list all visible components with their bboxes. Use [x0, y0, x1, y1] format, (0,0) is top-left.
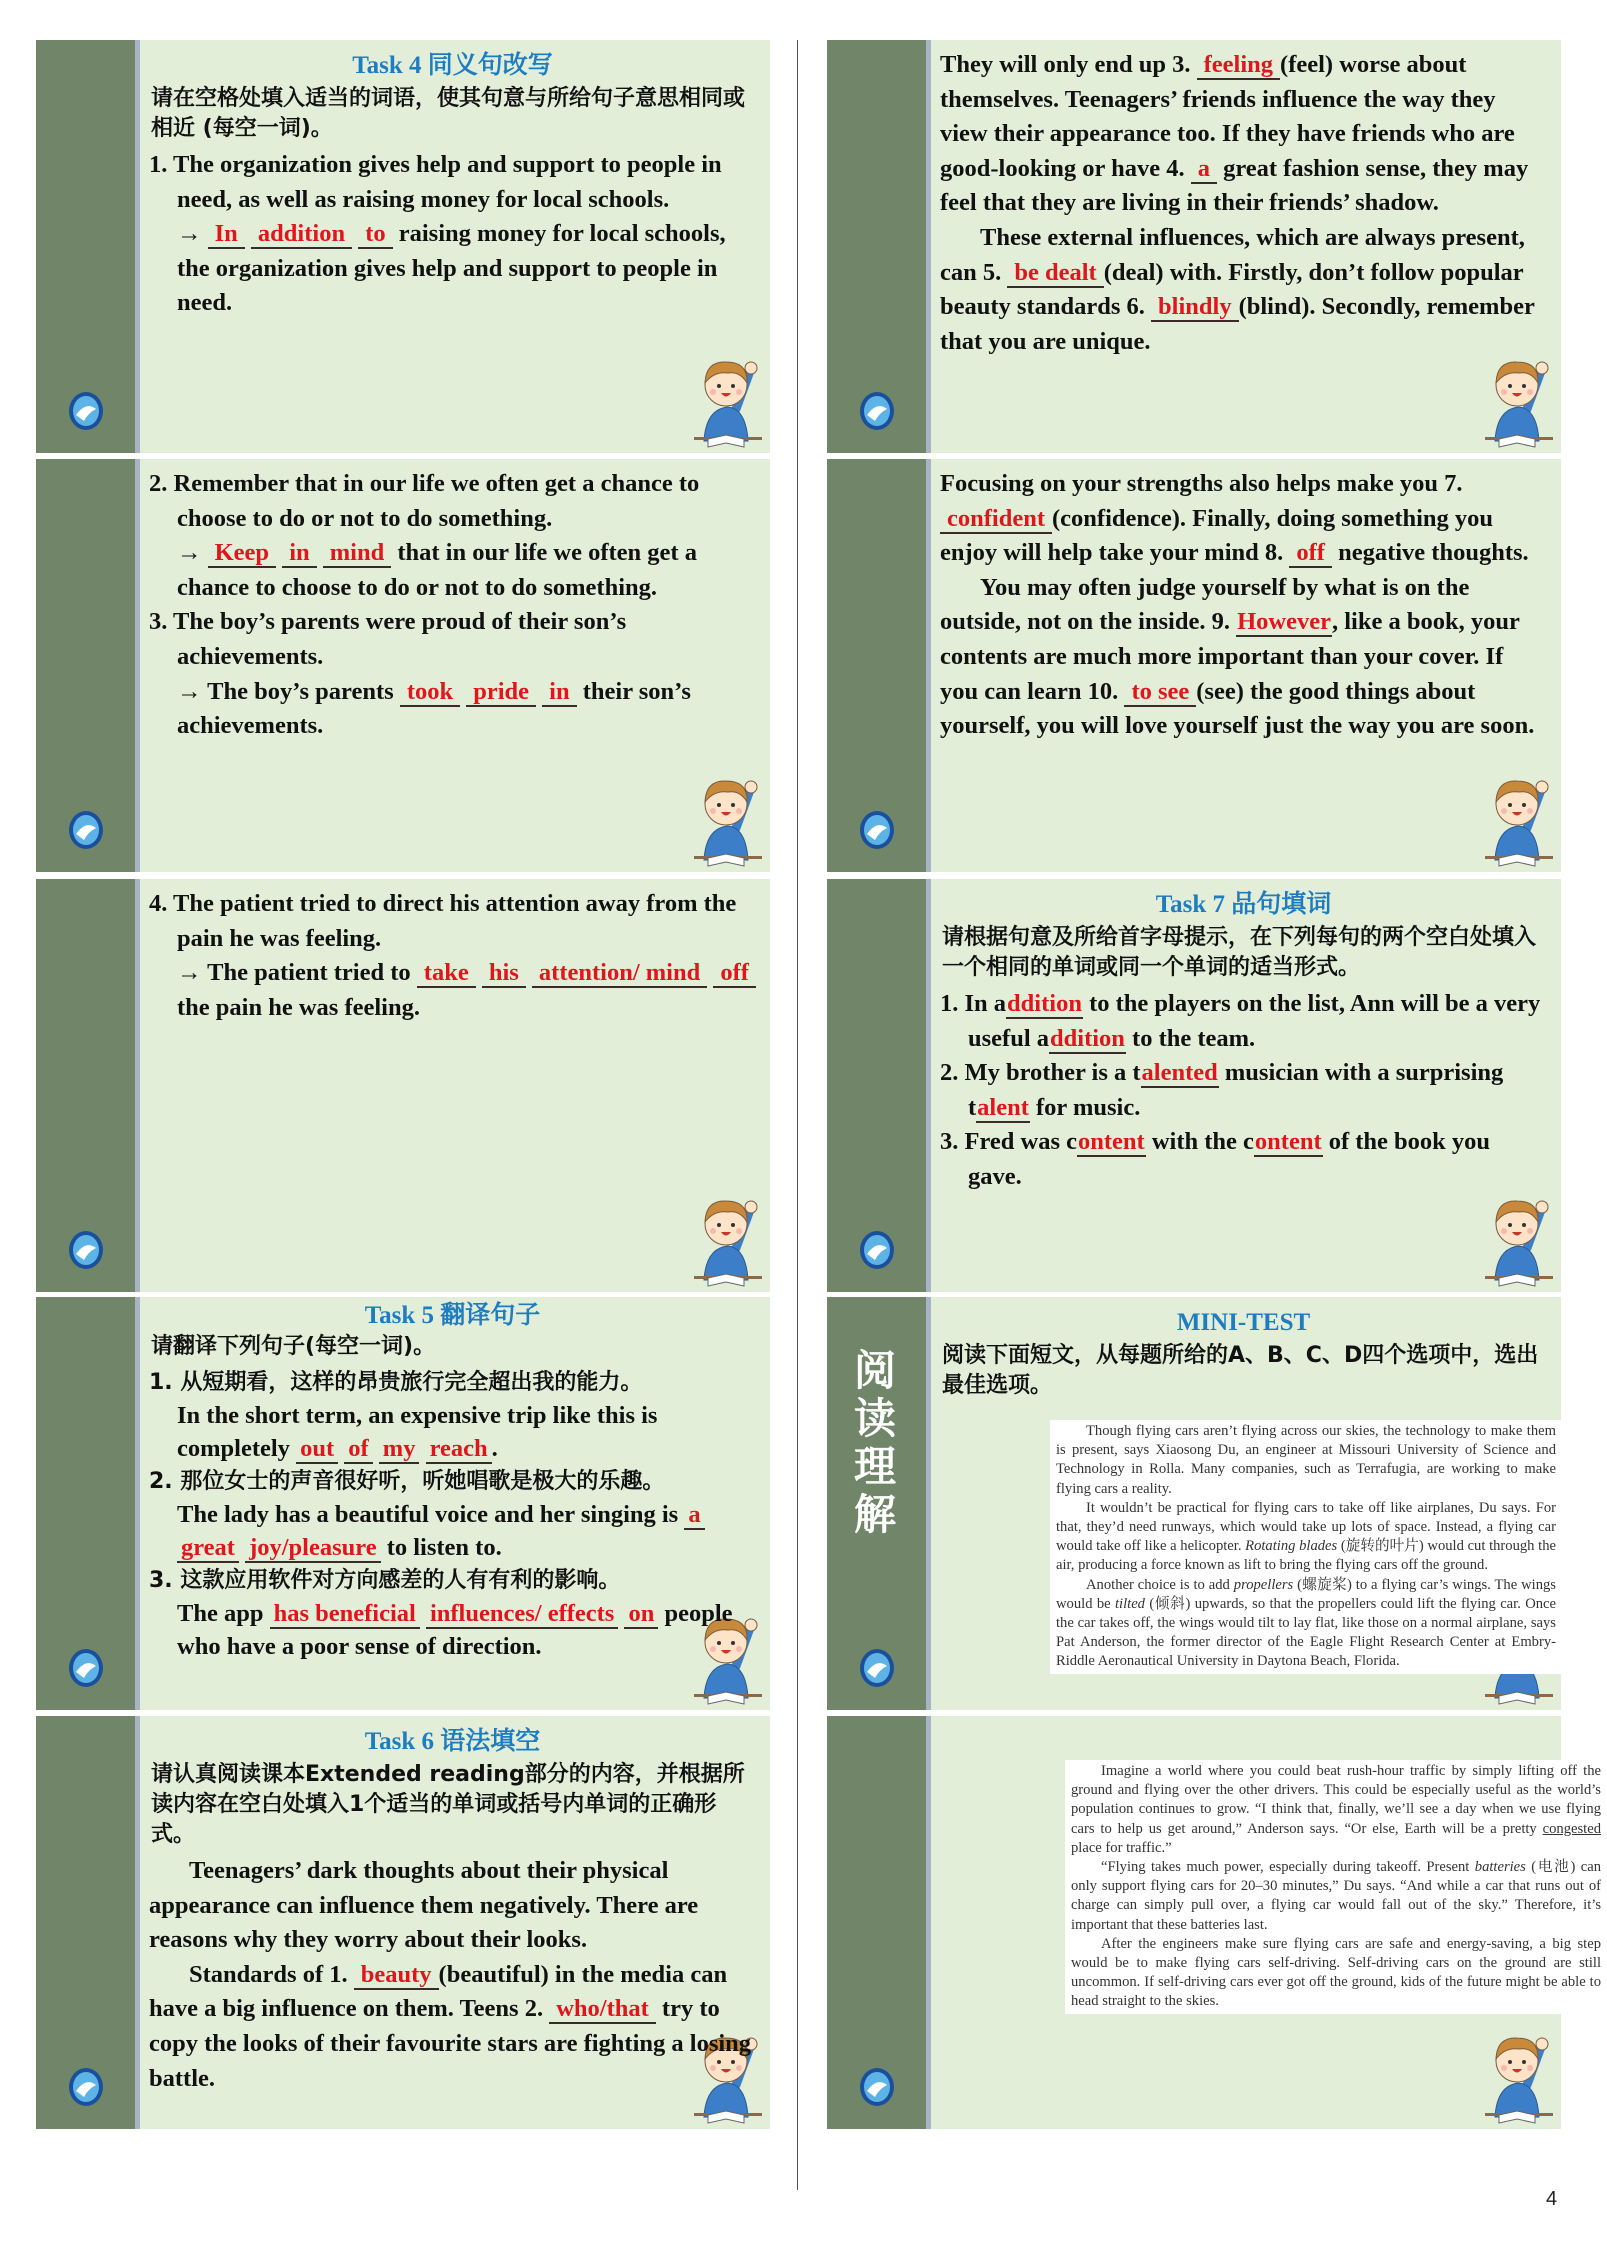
text-segment: 阅读下面短文，从每题所给的A、B、C、D四个选项中，选出最佳选项。 — [942, 1343, 1539, 1398]
italic-term: batteries — [1474, 1859, 1526, 1876]
answer-blank: feeling — [1197, 51, 1280, 80]
answer-blank: off — [1289, 539, 1332, 568]
answer-blank: a — [1191, 155, 1217, 184]
panel-content — [149, 48, 756, 453]
paragraph — [149, 1958, 756, 2096]
answer-blank: reach — [426, 1435, 492, 1464]
italic-term: tilted — [1114, 1595, 1145, 1612]
text-segment: Task 6 语法填空 — [364, 1728, 541, 1755]
task-instruction — [149, 1332, 756, 1362]
task-title — [149, 1724, 756, 1760]
answer-blank: to — [358, 220, 392, 249]
panel-task6-part2 — [827, 40, 1561, 453]
paragraph — [149, 1854, 756, 1958]
text-segment: (feel) worse about themselves. Teenagers’ friends influence the way they view their appearance too. If they have friends who are good-looking or have 4. — [940, 51, 1515, 182]
text-segment — [419, 1435, 425, 1462]
text-segment: 1. 从短期看，这样的昂贵旅行完全超出我的能力。 — [149, 1370, 643, 1395]
column-divider — [797, 40, 798, 2190]
text-segment: 4. The patient tried to direct his attention away from the pain he was feeling. — [149, 890, 737, 952]
answer-blank: take — [417, 959, 476, 988]
text-segment: place for traffic.” — [1071, 1839, 1172, 1856]
text-segment: of the book you gave. — [968, 1128, 1491, 1190]
sidebar-stripe — [926, 879, 931, 1292]
task-title — [149, 48, 756, 84]
panel-task4-part2 — [36, 459, 770, 872]
question-item — [149, 1564, 756, 1597]
panel-task4-part1 — [36, 40, 770, 453]
text-segment: “Flying takes much power, especially during takeoff. Present — [1101, 1859, 1475, 1876]
answer-blank: off — [713, 959, 756, 988]
answer-blank: However — [1237, 608, 1331, 636]
text-segment: with the c — [1145, 1128, 1254, 1156]
section-label-reading: 阅读理解 — [853, 1346, 896, 1539]
task-title — [940, 1305, 1547, 1341]
answer-line — [149, 1399, 756, 1465]
answer-blank: attention/ mind — [532, 959, 707, 988]
panel-content — [149, 887, 756, 1292]
text-segment — [373, 1435, 379, 1462]
text-segment: You may often judge yourself by what is on the outside, not on the inside. 9. — [940, 573, 1470, 636]
answer-line — [149, 536, 756, 605]
text-segment: the pain he was feeling. — [177, 993, 420, 1021]
reading-passage — [1050, 1420, 1562, 1674]
answer-blank: alented — [1141, 1059, 1218, 1087]
panel-content — [149, 1299, 756, 1710]
text-segment: After the engineers make sure flying cars are safe and energy-saving, a big step would be to make flying cars self-driving. Self-driving cars on the ground are still uncommon. If self-driving cars ever got off the ground, kids of the future might be able to head straight to the skies. — [1071, 1935, 1601, 2010]
answer-line — [149, 675, 756, 744]
task-instruction — [149, 84, 756, 144]
answer-blank: has beneficial — [270, 1600, 420, 1629]
text-segment: → The boy’s parents — [177, 677, 400, 705]
reading-passage — [1065, 1760, 1607, 2014]
answer-blank: who/that — [549, 1995, 656, 2024]
underlined-term: congested — [1542, 1820, 1601, 1837]
answer-blank: alent — [977, 1093, 1029, 1121]
question-item — [149, 605, 756, 674]
text-segment: 请在空格处填入适当的词语，使其句意与所给句子意思相同或相近 (每空一词)。 — [151, 86, 746, 141]
question-item — [149, 1366, 756, 1399]
text-segment: raising money for local schools, the organization gives help and support to people in need. — [177, 220, 726, 317]
text-segment: (see) the good things about yourself, you will love yourself just the way you are soon. — [940, 677, 1535, 740]
answer-blank: a — [684, 1501, 704, 1530]
page-number: 4 — [1546, 2188, 1558, 2210]
question-item — [940, 1056, 1547, 1125]
text-segment: , like a book, your contents are much more important than your cover. If you can learn 10. — [940, 608, 1520, 705]
answer-blank: ddition — [1050, 1024, 1125, 1052]
question-item — [149, 467, 756, 536]
question-item — [149, 1465, 756, 1498]
panel-content — [149, 467, 756, 872]
text-segment: → — [177, 220, 208, 248]
sidebar-stripe — [926, 1297, 931, 1710]
text-segment: 2. Remember that in our life we often get a chance to choose to do or not to do something. — [149, 470, 700, 532]
text-segment: The lady has a beautiful voice and her singing is — [177, 1501, 685, 1528]
answer-line — [149, 956, 756, 1025]
text-segment: (deal) with. Firstly, don’t follow popular beauty standards 6. — [940, 258, 1524, 321]
answer-blank: of — [344, 1435, 372, 1464]
sidebar-stripe — [926, 40, 931, 453]
text-segment: Task 4 同义句改写 — [352, 52, 553, 79]
panel-content — [940, 887, 1547, 1292]
passage-paragraph — [1071, 1858, 1601, 1935]
text-segment: Standards of 1. — [189, 1960, 354, 1988]
sidebar-stripe — [135, 459, 140, 872]
question-item — [940, 1125, 1547, 1194]
answer-blank: addition — [251, 220, 352, 249]
school-logo-icon — [859, 1230, 895, 1270]
text-segment: In the short term, an expensive trip like this is completely — [177, 1402, 658, 1462]
answer-blank: joy/pleasure — [245, 1534, 381, 1563]
task-title — [940, 887, 1547, 923]
text-segment: people who have a poor sense of direction. — [177, 1600, 733, 1660]
answer-blank: be dealt — [1007, 259, 1103, 288]
text-segment: (beautiful) in the media can have a big influence on them. Teens 2. — [149, 1960, 728, 2023]
panel-task4-part3 — [36, 879, 770, 1292]
text-segment: These external influences, which are always present, can 5. — [940, 223, 1525, 286]
task-instruction — [149, 1760, 756, 1850]
text-segment: . — [491, 1435, 498, 1462]
school-logo-icon — [68, 1648, 104, 1688]
text-segment — [317, 539, 323, 566]
text-segment: Teenagers’ dark thoughts about their physical appearance can influence them negatively. There are reasons why they worry about their looks. — [149, 1857, 699, 1954]
sidebar-stripe — [135, 1297, 140, 1710]
school-logo-icon — [859, 391, 895, 431]
answer-blank: in — [542, 678, 576, 707]
answer-blank: confident — [940, 505, 1052, 534]
text-segment: great fashion sense, they may feel that they are living in their friends’ shadow. — [940, 154, 1529, 217]
answer-blank: ontent — [1078, 1128, 1145, 1156]
text-segment: MINI-TEST — [1176, 1309, 1311, 1336]
answer-blank: In — [208, 220, 245, 249]
panel-mini-test — [827, 1297, 1561, 1710]
task-instruction — [940, 923, 1547, 983]
answer-blank: blindly — [1151, 293, 1239, 322]
sidebar-stripe — [135, 879, 140, 1292]
answer-blank: influences/ effects — [426, 1600, 618, 1629]
panel-task5 — [36, 1297, 770, 1710]
text-segment: 3. 这款应用软件对方向感差的人有有利的影响。 — [149, 1568, 621, 1593]
text-segment: musician with a surprising t — [968, 1059, 1504, 1121]
text-segment: Focusing on your strengths also helps make you 7. — [940, 470, 1463, 497]
text-segment: 3. The boy’s parents were proud of their son’s achievements. — [149, 608, 627, 670]
text-segment: to the team. — [1125, 1024, 1256, 1052]
panel-content — [940, 1305, 1556, 1710]
text-segment: (confidence). Finally, doing something you enjoy will help take your mind 8. — [940, 504, 1494, 567]
text-segment: Another choice is to add — [1086, 1576, 1234, 1593]
school-logo-icon — [859, 1648, 895, 1688]
text-segment: try to copy the looks of their favourite stars are fighting a losing battle. — [149, 1995, 752, 2092]
answer-line — [149, 1597, 756, 1663]
text-segment: 请认真阅读课本Extended reading部分的内容，并根据所读内容在空白处填入1个适当的单词或括号内单词的正确形式。 — [151, 1762, 745, 1847]
answer-blank: beauty — [354, 1961, 439, 1990]
answer-blank: ddition — [1007, 990, 1082, 1017]
text-segment: that in our life we often get a chance to choose to do or not to do something. — [177, 539, 697, 601]
panel-task7 — [827, 879, 1561, 1292]
passage-paragraph — [1056, 1422, 1556, 1499]
answer-blank: in — [282, 539, 316, 568]
text-segment: → The patient tried to — [177, 959, 417, 987]
panel-content — [149, 1724, 756, 2129]
school-logo-icon — [68, 2067, 104, 2107]
answer-blank: my — [379, 1435, 420, 1464]
paragraph — [940, 221, 1547, 359]
text-segment — [245, 220, 251, 247]
answer-blank: out — [296, 1435, 338, 1464]
school-logo-icon — [68, 810, 104, 850]
paragraph — [940, 48, 1547, 221]
sidebar-stripe — [135, 40, 140, 453]
text-segment: It wouldn’t be practical for flying cars to take off like airplanes, Du says. For that, they’d need runways, which would take up lots of space. Instead, a flying car would take off like a helicopter. — [1056, 1499, 1556, 1555]
sidebar-stripe — [926, 1716, 931, 2129]
text-segment: to listen to. — [380, 1534, 502, 1561]
text-segment: Task 5 翻译句子 — [364, 1302, 541, 1329]
answer-blank: mind — [323, 539, 391, 568]
text-segment: 1. The organization gives help and support to people in need, as well as raising money for local schools. — [149, 151, 722, 213]
panel-task6-part3 — [827, 459, 1561, 872]
answer-blank: ontent — [1254, 1128, 1322, 1156]
text-segment: 3. Fred was c — [940, 1128, 1077, 1156]
school-logo-icon — [68, 1230, 104, 1270]
answer-blank: pride — [466, 678, 536, 707]
text-segment: to the players on the list, Ann will be a very useful a — [968, 990, 1541, 1052]
question-item — [940, 987, 1547, 1056]
text-segment: negative thoughts. — [1331, 539, 1529, 567]
text-segment: 请翻译下列句子(每空一词)。 — [151, 1334, 436, 1359]
text-segment: (电池) can only support flying cars for 20–30 minutes,” Du says. “And while a car that runs out of charge can simply pull over, a flying car would fall out of the sky.” Therefore, it’s important that these batteries last. — [1071, 1859, 1601, 1933]
question-item — [149, 148, 756, 217]
text-segment: (旋转的叶片) would cut through the air, producing a force known as lift to bring the flying cars off the ground. — [1056, 1538, 1556, 1574]
answer-line — [149, 217, 756, 321]
panel-content — [940, 467, 1547, 872]
panel-content — [940, 1724, 1601, 2129]
answer-blank: took — [400, 678, 460, 707]
sidebar-stripe — [135, 1716, 140, 2129]
text-segment: 请根据句意及所给首字母提示，在下列每句的两个空白处填入一个相同的单词或同一个单词的适当形式。 — [942, 925, 1537, 980]
passage-paragraph — [1071, 1935, 1601, 2012]
passage-paragraph — [1071, 1762, 1601, 1858]
text-segment: → — [177, 539, 208, 567]
panel-task6 — [36, 1716, 770, 2129]
italic-term: propellers — [1233, 1576, 1294, 1593]
text-segment: Imagine a world where you could beat rush-hour traffic by simply lifting off the ground and flying over the other drivers. This could be especially useful as the world’s population continues to grow. “I think that, finally, we’ll see a day when we use flying cars to help us get around,” Anderson says. “Or else, Earth will be a pretty — [1071, 1763, 1601, 1837]
question-item — [149, 887, 756, 956]
paragraph — [940, 467, 1547, 571]
answer-blank: his — [482, 959, 526, 988]
text-segment: 2. 那位女士的声音很好听，听她唱歌是极大的乐趣。 — [149, 1469, 665, 1494]
answer-blank: on — [624, 1600, 658, 1629]
task-title — [149, 1299, 756, 1332]
passage-paragraph — [1056, 1499, 1556, 1576]
paragraph — [940, 571, 1547, 744]
text-segment: (blind). Secondly, remember that you are unique. — [940, 293, 1535, 355]
text-segment: Though flying cars aren’t flying across our skies, the technology to make them is present, says Xiaosong Du, an engineer at Missouri University of Science and Technology in Rolla. Many companies, such as Terrafugia, are working to make flying cars a reality. — [1056, 1423, 1556, 1497]
school-logo-icon — [68, 391, 104, 431]
task-instruction — [940, 1341, 1547, 1401]
text-segment — [476, 959, 482, 986]
text-segment: (倾斜) upwards, so that the propellers could lift the flying car. Once the car takes off, the wings would tilt to lay flat, like those on a normal airplane, says Pat Anderson, the former director of the Eagle Flight Research Center at Embry-Riddle Aeronautical University in Daytona Beach, Florida. — [1056, 1595, 1556, 1670]
panel-mini-test-passage2 — [827, 1716, 1601, 2129]
text-segment: their son’s achievements. — [177, 677, 691, 740]
text-segment: (螺旋桨) to a flying car’s wings. The wings would be — [1056, 1576, 1556, 1612]
text-segment: for music. — [1029, 1093, 1141, 1121]
passage-paragraph — [1056, 1576, 1556, 1672]
panel-content — [940, 48, 1547, 453]
text-segment: They will only end up 3. — [940, 51, 1197, 78]
text-segment: 2. My brother is a t — [940, 1059, 1141, 1087]
school-logo-icon — [859, 2067, 895, 2107]
answer-blank: to see — [1124, 678, 1196, 707]
school-logo-icon — [859, 810, 895, 850]
answer-blank: great — [177, 1534, 239, 1563]
sidebar-stripe — [926, 459, 931, 872]
italic-term: Rotating blades — [1245, 1538, 1338, 1555]
answer-line — [149, 1498, 756, 1564]
text-segment: The app — [177, 1600, 270, 1627]
text-segment: Task 7 品句填词 — [1155, 891, 1332, 918]
text-segment — [526, 959, 532, 986]
text-segment: 1. In a — [940, 990, 1007, 1017]
answer-blank: Keep — [208, 539, 276, 568]
